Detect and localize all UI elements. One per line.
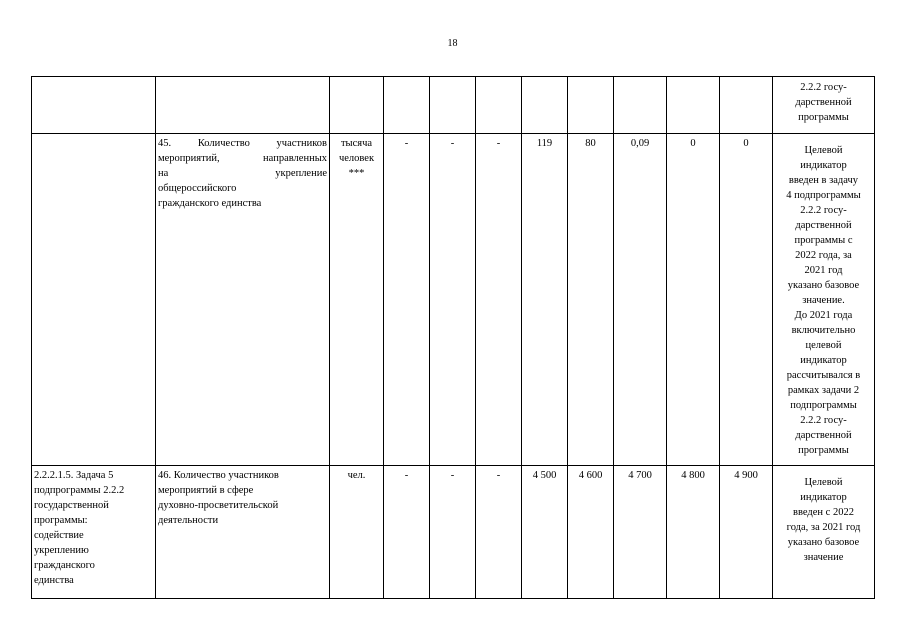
page-number: 18 — [447, 38, 458, 49]
note-line: 4 подпрограммы — [786, 190, 861, 201]
note-line: 2021 год — [804, 265, 843, 276]
unit-cell — [330, 77, 384, 134]
value-cell: - — [476, 466, 522, 599]
note-line: 2022 года, за — [795, 250, 852, 261]
note-line: значение — [803, 552, 844, 563]
task-line: подпрограммы 2.2.2 — [34, 485, 125, 496]
note-line: целевой — [805, 340, 842, 351]
indicators-table — [31, 76, 875, 599]
indicator-name-cell — [156, 134, 330, 466]
value-cell: - — [384, 466, 430, 599]
table-row — [32, 77, 875, 134]
task-line: единства — [34, 575, 74, 586]
task-cell — [32, 77, 156, 134]
value-cell: 119 — [522, 134, 568, 466]
value-cell: 4 600 — [568, 466, 614, 599]
value-cell: 0,09 — [614, 134, 667, 466]
note-line: дарственной — [795, 220, 852, 231]
note-line: До 2021 года — [794, 310, 853, 321]
task-line: программы: — [34, 515, 88, 526]
value-cell: 0 — [720, 134, 773, 466]
value-cell: 0 — [667, 134, 720, 466]
value-cell — [667, 77, 720, 134]
value-cell — [522, 77, 568, 134]
value-cell — [476, 77, 522, 134]
note-cell — [773, 466, 875, 599]
note-line: включительно — [791, 325, 856, 336]
value-cell — [384, 77, 430, 134]
note-line: подпрограммы — [790, 400, 857, 411]
task-cell — [32, 466, 156, 599]
value-cell: 80 — [568, 134, 614, 466]
value-cell: 4 800 — [667, 466, 720, 599]
note-cell — [773, 77, 875, 134]
value-cell: - — [430, 466, 476, 599]
indicator-name-line: мероприятий в сфере — [158, 485, 254, 496]
value-cell: 4 700 — [614, 466, 667, 599]
note-line: рамках задачи 2 — [787, 385, 860, 396]
note-line: дарственной — [795, 97, 852, 108]
note-line: 2.2.2 госу- — [800, 205, 847, 216]
indicator-name-line: мероприятий, направленных — [158, 153, 327, 164]
note-cell — [773, 134, 875, 466]
unit-cell: чел. — [330, 466, 384, 599]
note-line: введен в задачу — [788, 175, 859, 186]
indicator-name-line: общероссийского — [158, 183, 237, 194]
value-cell: - — [430, 134, 476, 466]
indicator-name-line: духовно-просветительской — [158, 500, 279, 511]
note-line: указано базовое — [787, 537, 860, 548]
note-line: года, за 2021 год — [786, 522, 861, 533]
note-line: программы с — [794, 235, 853, 246]
task-line: содействие — [34, 530, 84, 541]
value-cell: 4 900 — [720, 466, 773, 599]
value-cell: - — [476, 134, 522, 466]
task-cell — [32, 134, 156, 466]
task-line: гражданского — [34, 560, 95, 571]
indicator-name-cell — [156, 466, 330, 599]
indicator-name-line: гражданского единства — [158, 198, 262, 209]
value-cell — [430, 77, 476, 134]
indicator-name-line: 45. Количество участников — [158, 138, 327, 149]
note-line: программы — [798, 112, 849, 123]
note-line: 2.2.2 госу- — [800, 82, 847, 93]
indicator-name-cell — [156, 77, 330, 134]
note-line: Целевой — [804, 477, 843, 488]
indicator-name-line: деятельности — [158, 515, 219, 526]
indicator-name-line: на укрепление — [158, 168, 327, 179]
note-line: Целевой — [804, 145, 843, 156]
table-row — [32, 466, 875, 599]
indicator-name-line: 46. Количество участников — [158, 470, 279, 481]
note-line: индикатор — [800, 355, 847, 366]
note-line: рассчитывался в — [786, 370, 861, 381]
note-line: значение. — [802, 295, 845, 306]
note-line: указано базовое — [787, 280, 860, 291]
value-cell — [720, 77, 773, 134]
value-cell: - — [384, 134, 430, 466]
note-line: введен с 2022 — [793, 507, 854, 518]
task-line: укреплению — [34, 545, 89, 556]
unit-cell: тысяча человек *** — [330, 134, 384, 466]
table-row — [32, 134, 875, 466]
note-line: 2.2.2 госу- — [800, 415, 847, 426]
task-line: государственной — [34, 500, 109, 511]
note-line: индикатор — [800, 160, 847, 171]
note-line: программы — [798, 445, 849, 456]
value-cell — [568, 77, 614, 134]
task-line: 2.2.2.1.5. Задача 5 — [34, 470, 114, 481]
value-cell — [614, 77, 667, 134]
note-line: индикатор — [800, 492, 847, 503]
note-line: дарственной — [795, 430, 852, 441]
value-cell: 4 500 — [522, 466, 568, 599]
